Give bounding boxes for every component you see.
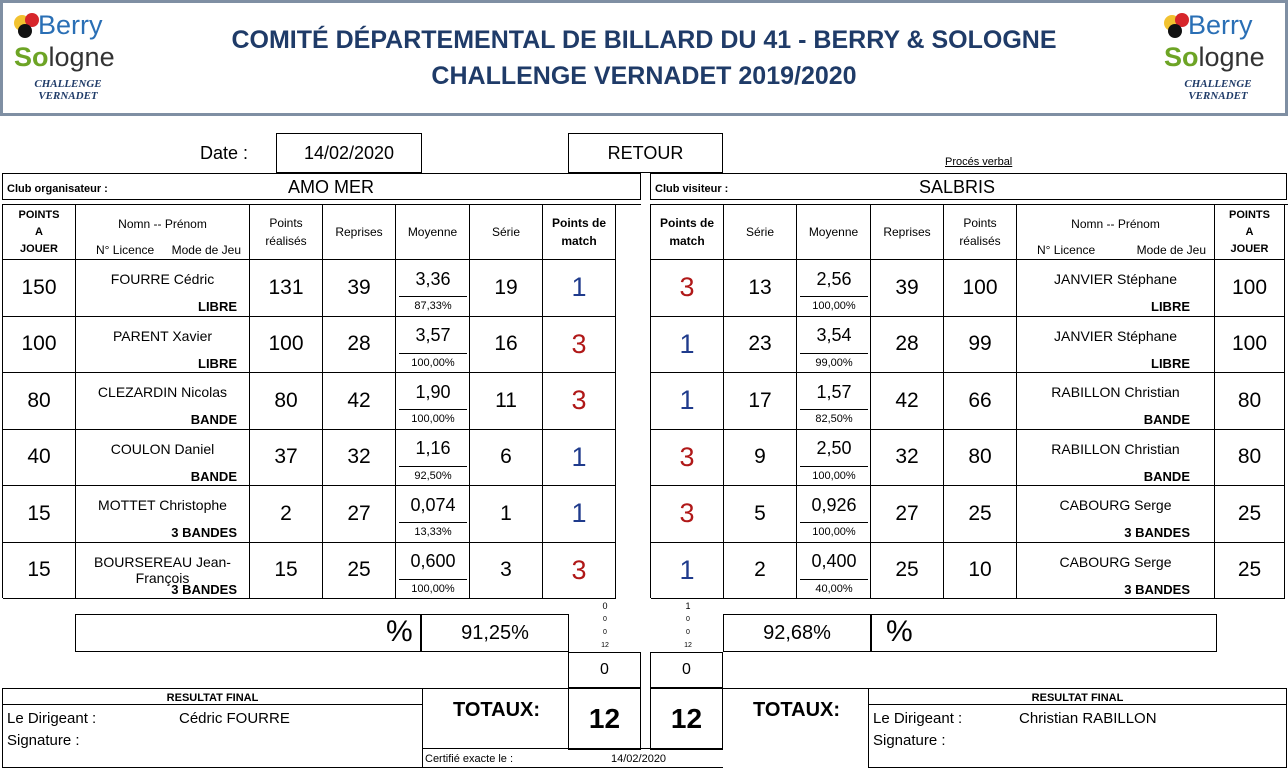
left-zero-cell: 0 bbox=[568, 652, 641, 688]
r-player-cell bbox=[1017, 430, 1215, 487]
right-totaux-box bbox=[723, 688, 868, 748]
l-moyenne-value: 3,57 bbox=[399, 319, 467, 354]
home-team-table bbox=[2, 204, 641, 598]
left-summary-box bbox=[75, 614, 421, 652]
r-moyenne-cell bbox=[797, 486, 871, 543]
r-points-a-jouer: 80 bbox=[1215, 430, 1285, 487]
r-moyenne-percent: 100,00% bbox=[812, 300, 856, 312]
l-player-mode: LIBRE bbox=[198, 355, 237, 371]
l-player-mode: BANDE bbox=[190, 412, 237, 427]
phase-label: RETOUR bbox=[568, 133, 723, 173]
logo-sologne-text: Sologne bbox=[1164, 42, 1265, 72]
left-total-value: 12 bbox=[568, 688, 641, 750]
right-dirigeant-name: Christian RABILLON bbox=[1019, 710, 1157, 727]
l-serie: 16 bbox=[470, 317, 543, 374]
l-player-name: COULON Daniel bbox=[110, 440, 215, 457]
logo-challenge-text: CHALLENGE VERNADET bbox=[1184, 78, 1252, 102]
l-serie: 11 bbox=[470, 373, 543, 430]
left-resultat-final: RESULTAT FINAL bbox=[3, 691, 422, 705]
r-serie: 17 bbox=[724, 373, 797, 430]
club-organisateur-box bbox=[2, 173, 641, 200]
left-signature-label: Signature : bbox=[7, 732, 80, 749]
r-serie: 13 bbox=[724, 260, 797, 317]
l-moyenne-value: 0,074 bbox=[399, 488, 467, 523]
l-points-realises: 15 bbox=[250, 543, 323, 600]
r-moyenne-value: 1,57 bbox=[800, 375, 868, 410]
left-mini-counts: 0 0 0 12 bbox=[601, 601, 609, 649]
left-totaux-box bbox=[423, 688, 568, 748]
l-player-cell bbox=[76, 373, 250, 430]
r-points-a-jouer: 80 bbox=[1215, 373, 1285, 430]
club-organisateur-label: Club organisateur : bbox=[7, 183, 108, 195]
r-points-realises: 25 bbox=[944, 486, 1017, 543]
right-total-value: 12 bbox=[650, 688, 723, 750]
header-name bbox=[1017, 205, 1215, 260]
l-serie: 6 bbox=[470, 430, 543, 487]
r-reprises: 27 bbox=[871, 486, 944, 543]
percent-symbol: % bbox=[886, 615, 913, 648]
l-player-name: PARENT Xavier bbox=[112, 327, 213, 344]
l-player-name: CLEZARDIN Nicolas bbox=[97, 384, 228, 400]
header-rep: Reprises bbox=[323, 205, 396, 260]
logo-challenge-text: CHALLENGE VERNADET bbox=[34, 78, 102, 102]
l-points-a-jouer: 100 bbox=[3, 317, 76, 374]
logo-berry-text: Berry bbox=[1188, 10, 1253, 40]
certifie-date: 14/02/2020 bbox=[611, 753, 667, 765]
logo-berry-text: Berry bbox=[38, 10, 103, 40]
l-reprises: 32 bbox=[323, 430, 396, 487]
l-moyenne-percent: 13,33% bbox=[414, 526, 452, 538]
l-match-points: 1 bbox=[543, 486, 616, 543]
l-moyenne-percent: 100,00% bbox=[411, 356, 455, 369]
r-moyenne-cell bbox=[797, 317, 871, 374]
r-player-mode: 3 BANDES bbox=[1124, 581, 1190, 597]
r-moyenne-value: 2,56 bbox=[800, 262, 868, 297]
club-visiteur-value: SALBRIS bbox=[919, 177, 996, 197]
r-moyenne-value: 2,50 bbox=[800, 432, 868, 467]
right-signature-label: Signature : bbox=[873, 732, 946, 749]
l-player-name: FOURRE Cédric bbox=[110, 271, 215, 287]
page-subtitle: CHALLENGE VERNADET 2019/2020 bbox=[431, 62, 857, 90]
header-pm: Points de match bbox=[651, 205, 724, 260]
r-moyenne-value: 0,400 bbox=[800, 545, 868, 580]
r-reprises: 32 bbox=[871, 430, 944, 487]
r-player-cell bbox=[1017, 317, 1215, 374]
l-reprises: 25 bbox=[323, 543, 396, 600]
header-paj: POINTS A JOUER bbox=[1215, 205, 1285, 260]
r-player-name: JANVIER Stéphane bbox=[1054, 271, 1177, 287]
r-points-a-jouer: 100 bbox=[1215, 317, 1285, 374]
r-moyenne-cell bbox=[797, 543, 871, 600]
header-banner bbox=[0, 0, 1288, 116]
club-visiteur-label: Club visiteur : bbox=[655, 183, 729, 195]
l-moyenne-value: 3,36 bbox=[399, 262, 467, 297]
l-player-mode: 3 BANDES bbox=[171, 581, 237, 597]
r-points-realises: 10 bbox=[944, 543, 1017, 600]
r-points-realises: 100 bbox=[944, 260, 1017, 317]
l-player-mode: 3 BANDES bbox=[171, 525, 237, 540]
header-licence: N° Licence bbox=[1037, 243, 1096, 257]
l-moyenne-percent: 87,33% bbox=[414, 300, 452, 312]
l-serie: 3 bbox=[470, 543, 543, 600]
header-pm: Points de match bbox=[543, 205, 616, 260]
r-player-mode: 3 BANDES bbox=[1124, 525, 1190, 540]
r-match-points: 1 bbox=[651, 543, 724, 600]
r-serie: 9 bbox=[724, 430, 797, 487]
l-player-cell bbox=[76, 260, 250, 317]
logo-right bbox=[1158, 8, 1288, 108]
r-points-realises: 66 bbox=[944, 373, 1017, 430]
r-match-points: 3 bbox=[651, 430, 724, 487]
r-moyenne-cell bbox=[797, 260, 871, 317]
r-serie: 23 bbox=[724, 317, 797, 374]
r-reprises: 39 bbox=[871, 260, 944, 317]
l-points-realises: 2 bbox=[250, 486, 323, 543]
club-visiteur-box bbox=[650, 173, 1287, 200]
l-moyenne-cell bbox=[396, 317, 470, 374]
right-percent-value: 92,68% bbox=[723, 614, 871, 652]
r-reprises: 28 bbox=[871, 317, 944, 374]
date-value: 14/02/2020 bbox=[276, 133, 422, 173]
l-serie: 1 bbox=[470, 486, 543, 543]
l-match-points: 1 bbox=[543, 260, 616, 317]
l-moyenne-percent: 100,00% bbox=[411, 582, 455, 595]
logo-left bbox=[8, 8, 138, 108]
l-reprises: 42 bbox=[323, 373, 396, 430]
r-moyenne-percent: 40,00% bbox=[815, 582, 853, 595]
left-dirigeant-name: Cédric FOURRE bbox=[179, 710, 290, 727]
header-nom-prenom: Nomn -- Prénom bbox=[1071, 217, 1160, 231]
l-moyenne-percent: 100,00% bbox=[411, 413, 455, 425]
l-player-mode: LIBRE bbox=[198, 299, 237, 314]
r-moyenne-cell bbox=[797, 373, 871, 430]
right-resultat-final: RESULTAT FINAL bbox=[869, 691, 1286, 705]
l-moyenne-value: 1,90 bbox=[399, 375, 467, 410]
right-final-box bbox=[868, 688, 1287, 768]
header-mode: Mode de Jeu bbox=[171, 243, 241, 257]
left-totaux-label: TOTAUX: bbox=[453, 699, 541, 721]
l-reprises: 27 bbox=[323, 486, 396, 543]
r-points-a-jouer: 25 bbox=[1215, 486, 1285, 543]
r-player-cell bbox=[1017, 373, 1215, 430]
header-pr: Points réalisés bbox=[250, 205, 323, 260]
l-player-mode: BANDE bbox=[190, 468, 237, 484]
l-reprises: 28 bbox=[323, 317, 396, 374]
l-points-realises: 37 bbox=[250, 430, 323, 487]
header-rep: Reprises bbox=[871, 205, 944, 260]
left-final-box bbox=[2, 688, 423, 768]
r-player-cell bbox=[1017, 260, 1215, 317]
l-moyenne-percent: 92,50% bbox=[414, 469, 452, 482]
l-player-name: BOURSEREAU Jean-François bbox=[94, 553, 231, 586]
l-points-a-jouer: 150 bbox=[3, 260, 76, 317]
header-licence: N° Licence bbox=[96, 243, 155, 257]
header-paj: POINTS A JOUER bbox=[3, 205, 76, 260]
r-player-name: JANVIER Stéphane bbox=[1054, 327, 1177, 344]
header-mode: Mode de Jeu bbox=[1136, 243, 1206, 257]
club-organisateur-value: AMO MER bbox=[288, 177, 375, 197]
r-match-points: 3 bbox=[651, 486, 724, 543]
r-moyenne-percent: 100,00% bbox=[812, 469, 856, 482]
l-points-realises: 131 bbox=[250, 260, 323, 317]
header-ser: Série bbox=[724, 205, 797, 260]
r-points-a-jouer: 25 bbox=[1215, 543, 1285, 600]
r-moyenne-percent: 99,00% bbox=[815, 356, 853, 369]
l-points-realises: 100 bbox=[250, 317, 323, 374]
r-moyenne-cell bbox=[797, 430, 871, 487]
r-moyenne-value: 0,926 bbox=[800, 488, 868, 523]
header-moy: Moyenne bbox=[396, 205, 470, 260]
l-match-points: 3 bbox=[543, 543, 616, 600]
r-moyenne-value: 3,54 bbox=[800, 319, 868, 354]
l-points-a-jouer: 15 bbox=[3, 486, 76, 543]
l-player-cell bbox=[76, 317, 250, 374]
certifie-label: Certifié exacte le : bbox=[425, 753, 514, 765]
l-points-a-jouer: 80 bbox=[3, 373, 76, 430]
l-moyenne-cell bbox=[396, 373, 470, 430]
left-percent-value: 91,25% bbox=[421, 614, 569, 652]
proces-verbal-label: Procés verbal bbox=[945, 156, 1013, 168]
l-moyenne-cell bbox=[396, 430, 470, 487]
r-player-name: RABILLON Christian bbox=[1051, 440, 1180, 457]
l-moyenne-cell bbox=[396, 543, 470, 600]
l-points-a-jouer: 40 bbox=[3, 430, 76, 487]
certifie-row bbox=[423, 748, 723, 768]
r-player-cell bbox=[1017, 543, 1215, 600]
r-player-cell bbox=[1017, 486, 1215, 543]
l-moyenne-cell bbox=[396, 486, 470, 543]
r-player-name: CABOURG Serge bbox=[1059, 553, 1172, 570]
l-player-name: MOTTET Christophe bbox=[98, 497, 227, 513]
l-player-cell bbox=[76, 430, 250, 487]
left-dirigeant-label: Le Dirigeant : bbox=[7, 710, 97, 727]
r-match-points: 3 bbox=[651, 260, 724, 317]
right-summary-box bbox=[871, 614, 1217, 652]
l-moyenne-value: 1,16 bbox=[399, 432, 467, 467]
r-moyenne-percent: 100,00% bbox=[812, 526, 856, 538]
r-serie: 5 bbox=[724, 486, 797, 543]
r-serie: 2 bbox=[724, 543, 797, 600]
r-reprises: 25 bbox=[871, 543, 944, 600]
right-zero-cell: 0 bbox=[650, 652, 723, 688]
r-points-realises: 80 bbox=[944, 430, 1017, 487]
away-team-table bbox=[650, 204, 1288, 598]
r-player-name: RABILLON Christian bbox=[1051, 384, 1180, 400]
l-match-points: 1 bbox=[543, 430, 616, 487]
header-name bbox=[76, 205, 250, 260]
l-player-cell bbox=[76, 543, 250, 600]
r-reprises: 42 bbox=[871, 373, 944, 430]
l-match-points: 3 bbox=[543, 373, 616, 430]
r-match-points: 1 bbox=[651, 317, 724, 374]
header-nom-prenom: Nomn -- Prénom bbox=[118, 217, 207, 231]
r-moyenne-percent: 82,50% bbox=[815, 413, 853, 425]
r-points-a-jouer: 100 bbox=[1215, 260, 1285, 317]
r-player-mode: LIBRE bbox=[1151, 355, 1190, 371]
page-title: COMITÉ DÉPARTEMENTAL DE BILLARD DU 41 - BERRY & SOLOGNE bbox=[231, 26, 1057, 54]
date-label: Date : bbox=[200, 143, 249, 163]
header-ser: Série bbox=[470, 205, 543, 260]
right-totaux-label: TOTAUX: bbox=[753, 699, 841, 721]
l-match-points: 3 bbox=[543, 317, 616, 374]
r-player-name: CABOURG Serge bbox=[1059, 497, 1172, 513]
logo-sologne-text: Sologne bbox=[14, 42, 115, 72]
l-points-a-jouer: 15 bbox=[3, 543, 76, 600]
r-points-realises: 99 bbox=[944, 317, 1017, 374]
l-points-realises: 80 bbox=[250, 373, 323, 430]
right-mini-counts: 1 0 0 12 bbox=[684, 601, 692, 649]
header-moy: Moyenne bbox=[797, 205, 871, 260]
r-match-points: 1 bbox=[651, 373, 724, 430]
header-pr: Points réalisés bbox=[944, 205, 1017, 260]
r-player-mode: LIBRE bbox=[1151, 299, 1190, 314]
l-moyenne-cell bbox=[396, 260, 470, 317]
percent-symbol: % bbox=[386, 615, 413, 648]
l-moyenne-value: 0,600 bbox=[399, 545, 467, 580]
r-player-mode: BANDE bbox=[1143, 412, 1190, 427]
right-dirigeant-label: Le Dirigeant : bbox=[873, 710, 963, 727]
l-serie: 19 bbox=[470, 260, 543, 317]
r-player-mode: BANDE bbox=[1143, 468, 1190, 484]
l-reprises: 39 bbox=[323, 260, 396, 317]
l-player-cell bbox=[76, 486, 250, 543]
